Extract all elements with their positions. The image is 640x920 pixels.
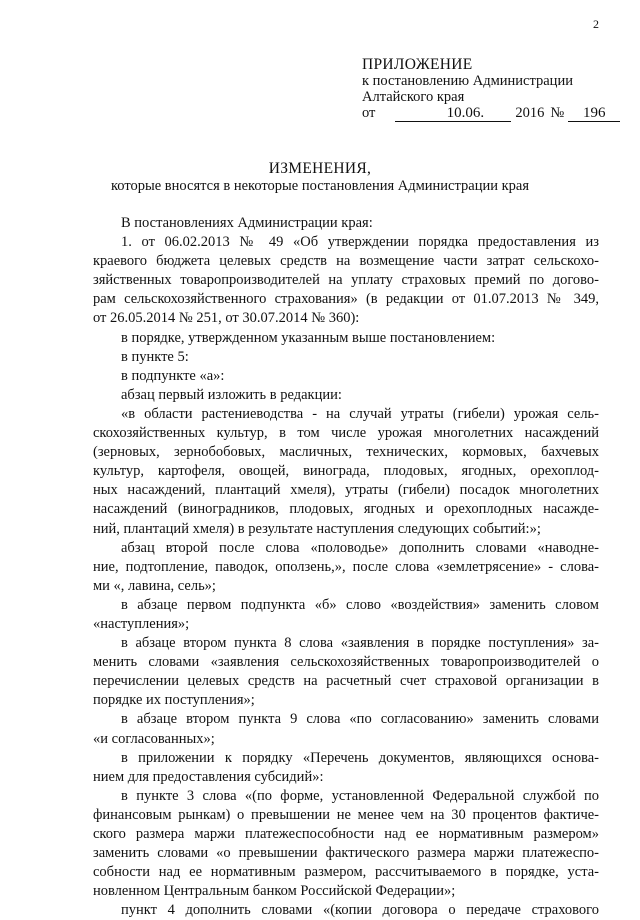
body-text-line: В постановлениях Администрации края:: [121, 215, 373, 231]
body-text-line: «в области растениеводства - на случай утраты (гибели) урожая сель-: [121, 405, 599, 422]
date-field: [395, 106, 511, 122]
body-text-line: абзац второй после слова «половодье» дополнить словами «наводне-: [121, 539, 599, 556]
body-text-line: ми «, лавина, сель»;: [93, 577, 216, 594]
appendix-dateline: [362, 105, 620, 122]
body-text-line: ние, подтопление, паводок, оползень,», после слова «землетрясение» - слова-: [93, 558, 599, 575]
body-text-line: зяйственных товаропроизводителей на уплату страховых премий по догово-: [93, 272, 599, 289]
body-text-line: ний, плантаций хмеля) в результате наступления следующих событий:»;: [93, 520, 541, 537]
body-text-line: абзац первый изложить в редакции:: [121, 386, 342, 403]
appendix-header: [362, 57, 620, 122]
document-body: [93, 214, 599, 920]
document-title: ИЗМЕНЕНИЯ,: [268, 160, 372, 177]
date-value: 10.06.: [446, 105, 485, 121]
appendix-heading: ПРИЛОЖЕНИЕ: [362, 56, 473, 73]
body-text-line: скохозяйственных культур, в том числе урожая многолетних насаждений: [93, 425, 599, 442]
body-text-line: (зерновых, зернобобовых, масличных, технических, кормовых, бахчевых: [93, 444, 599, 461]
body-text-line: от 26.05.2014 № 251, от 30.07.2014 № 360):: [93, 310, 360, 327]
body-text-line: пункт 4 дополнить словами «(копии договора о передаче страхового: [121, 902, 599, 919]
number-sign: №: [550, 105, 565, 121]
body-text-line: в порядке, утвержденном указанным выше постановлением:: [121, 329, 496, 346]
body-text-line: рам сельскохозяйственного страхования» (в редакции от 01.07.2013 № 349,: [93, 291, 599, 308]
body-text-line: ского размера маржи платежеспособности над ее нормативным размером»: [93, 826, 599, 842]
appendix-line-1: к постановлению Администрации: [362, 73, 573, 89]
date-prefix: от: [362, 105, 376, 121]
body-text-line: в абзаце втором пункта 8 слова «заявления в порядке поступления» за-: [121, 635, 599, 652]
body-text-line: в приложении к порядку «Перечень документов, являющихся основа-: [121, 749, 599, 766]
appendix-line-2: Алтайского края: [362, 89, 465, 105]
year-value: 2016: [515, 105, 545, 121]
body-text-line: в подпункте «а»:: [121, 367, 225, 384]
body-text-line: в пункте 5:: [121, 348, 189, 365]
document-title-block: [0, 160, 640, 195]
body-text-line: финансовым рынкам) о превышении не менее чем на 30 процентов фактиче-: [93, 806, 599, 823]
body-text-line: новленном Центральным банком Российской Федерации»;: [93, 883, 456, 900]
body-text-line: «наступления»;: [93, 615, 190, 632]
body-text-line: ных насаждений, плантаций хмеля), утраты (гибели) посадок многолетних: [93, 482, 599, 499]
body-text-line: менить словами «заявления сельскохозяйственных товаропроизводителей о: [93, 654, 599, 671]
body-text-line: 1. от 06.02.2013 № 49 «Об утверждении порядка предоставления из: [121, 234, 599, 251]
body-text-line: собности над ее нормативным размером, рассчитываемого в порядке, уста-: [93, 864, 599, 881]
body-text-line: порядке их поступления»;: [93, 692, 255, 709]
number-field: [568, 106, 620, 122]
body-text-line: перечислении целевых средств на расчетный счет страховой организации в: [93, 673, 599, 690]
number-value: 196: [583, 105, 606, 121]
body-text-line: заменить словами «о превышении фактического размера маржи платежеспо-: [93, 845, 599, 862]
page-number: 2: [593, 17, 599, 31]
body-text-line: в абзаце первом подпункта «б» слово «воздействия» заменить словом: [121, 596, 599, 613]
body-text-line: нием для предоставления субсидий»:: [93, 768, 324, 785]
body-text-line: в пункте 3 слова «(по форме, установленной Федеральной службой по: [121, 787, 599, 804]
body-text-line: в абзаце втором пункта 9 слова «по согласованию» заменить словами: [121, 711, 599, 728]
body-text-line: насаждений (виноградников, плодовых, ягодных и орехоплодных насажде-: [93, 501, 599, 518]
document-subtitle: которые вносятся в некоторые постановления Администрации края: [110, 178, 529, 194]
body-text-line: «и согласованных»;: [93, 730, 215, 747]
body-text-line: краевого бюджета целевых средств на возмещение части затрат сельскохо-: [93, 253, 599, 270]
body-text-line: культур, картофеля, овощей, винограда, плодовых, ягодных, орехоплод-: [93, 463, 599, 480]
